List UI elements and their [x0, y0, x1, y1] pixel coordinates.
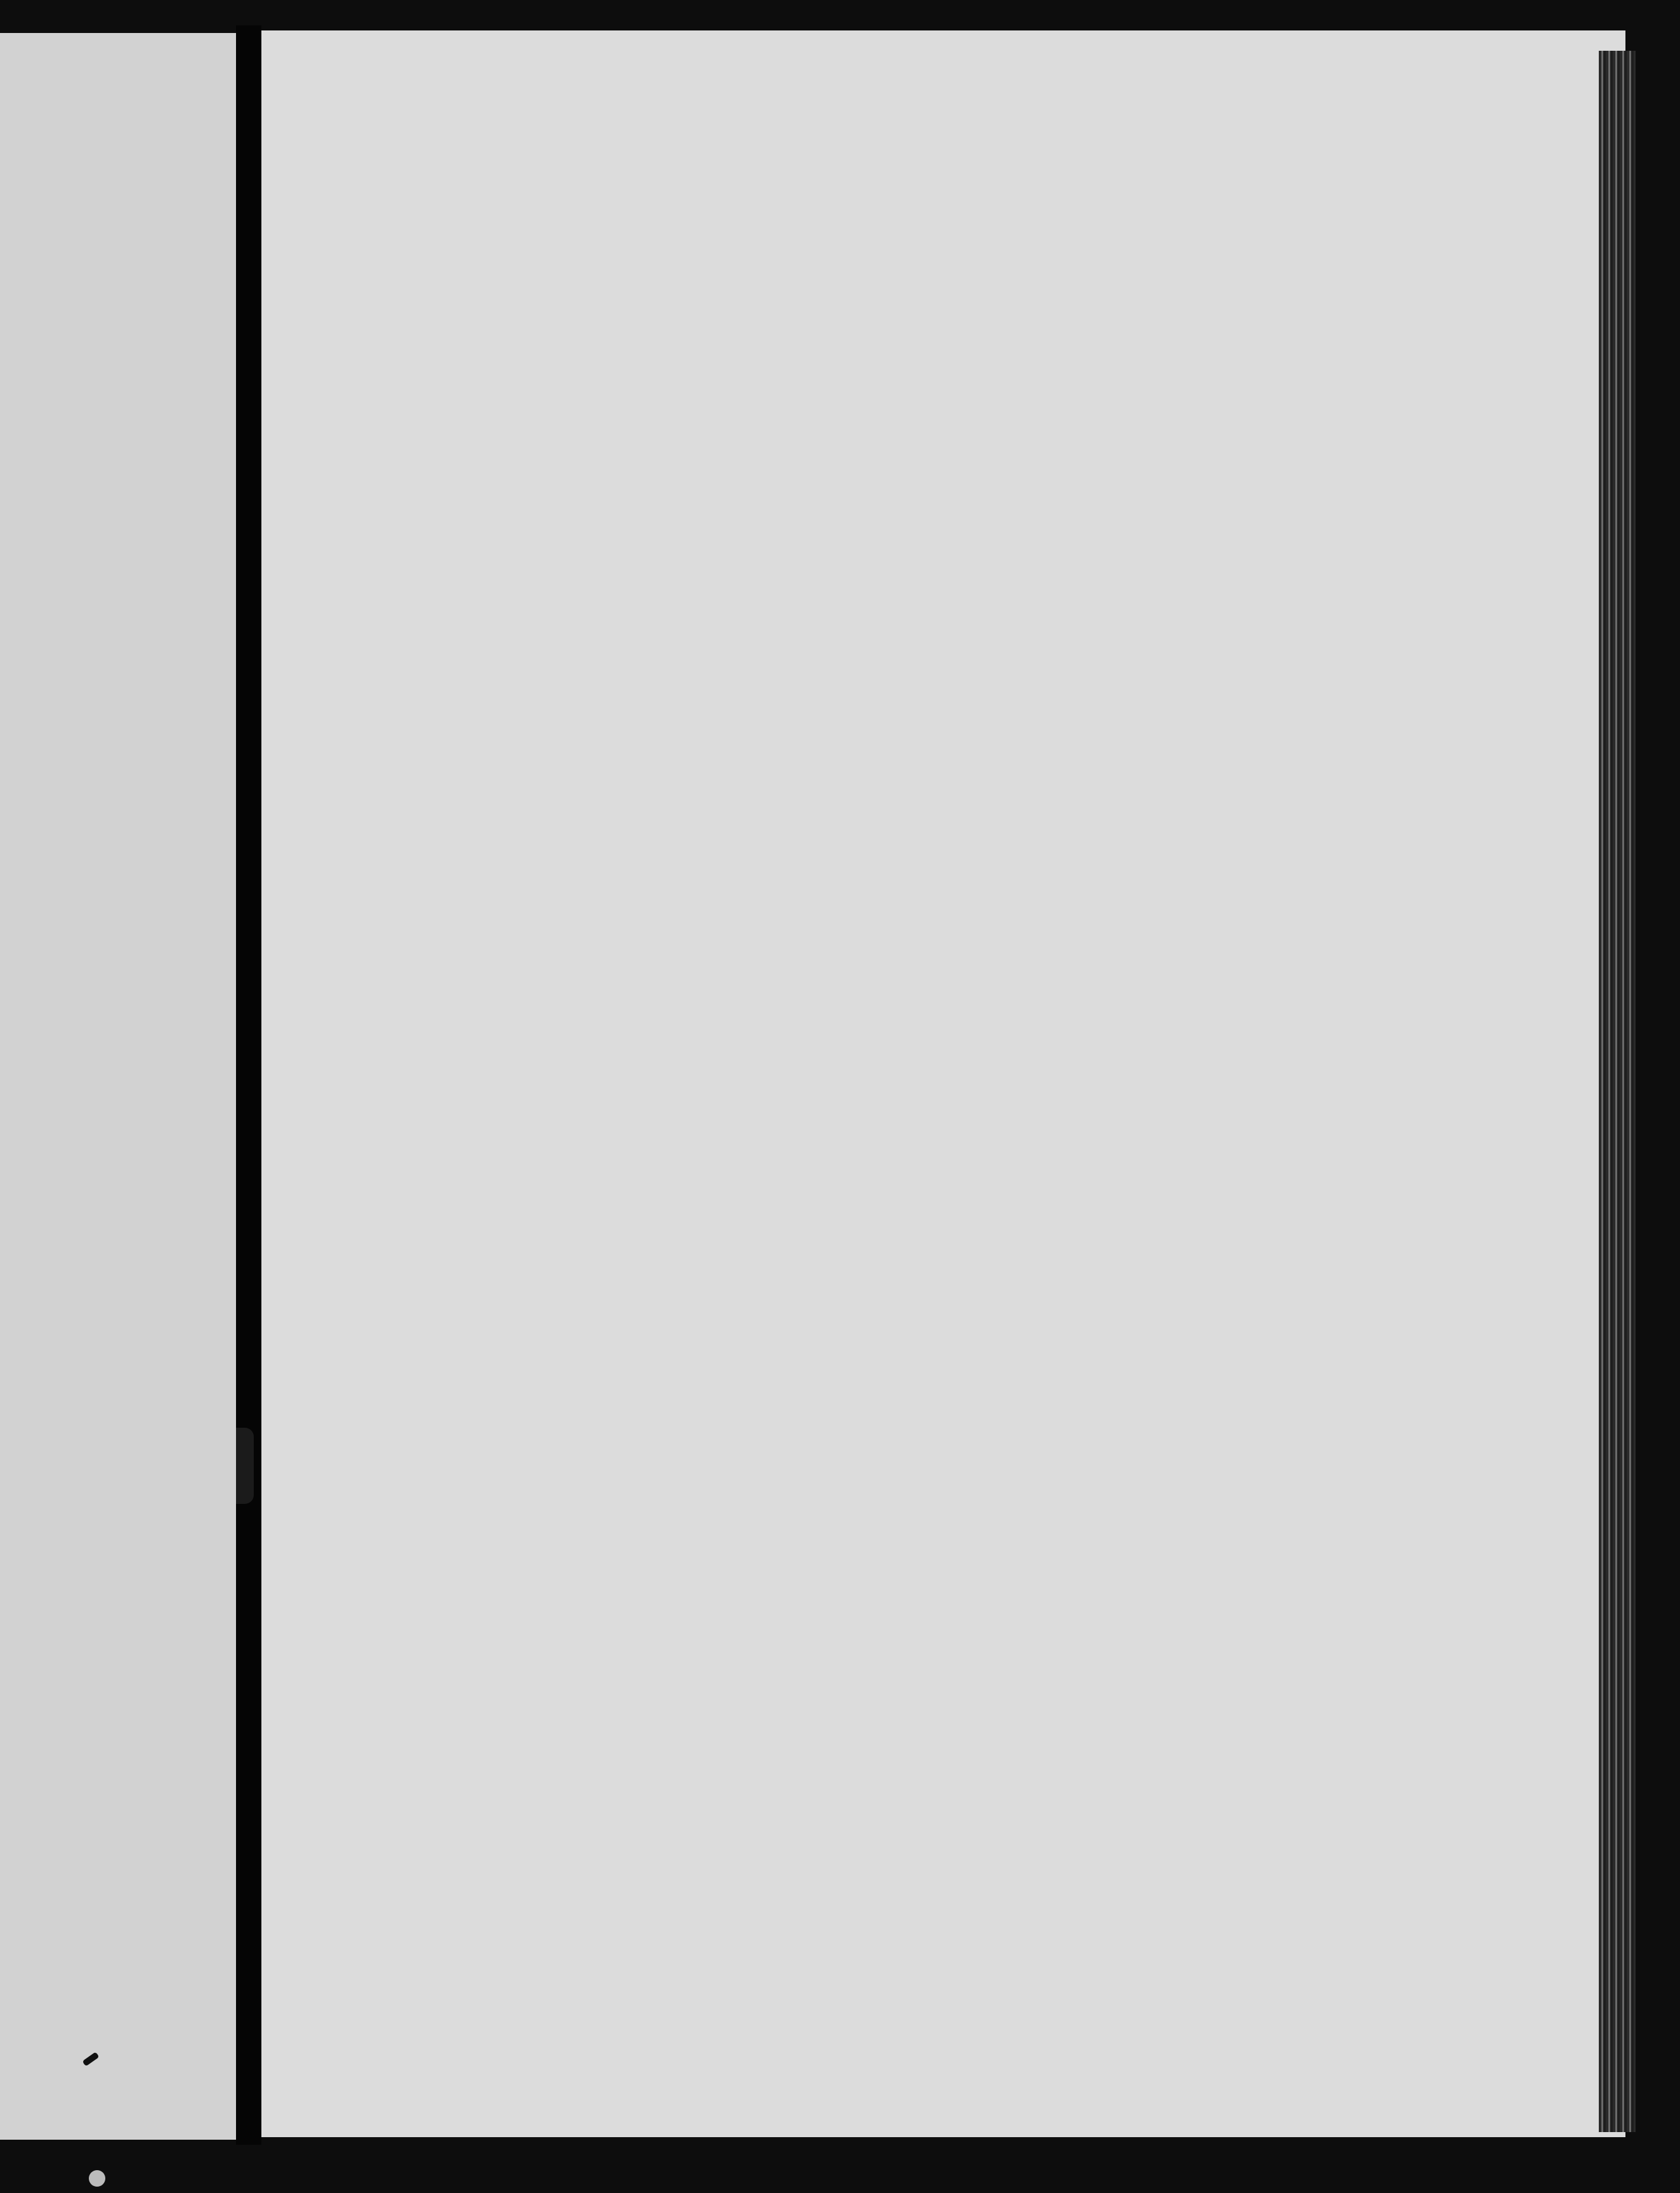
book-gutter [236, 25, 261, 2145]
page-edge [1599, 51, 1636, 2132]
thumb-mark [89, 2170, 105, 2187]
right-page [261, 30, 1625, 2137]
gutter-clasp [236, 1428, 254, 1504]
left-page [0, 33, 236, 2140]
